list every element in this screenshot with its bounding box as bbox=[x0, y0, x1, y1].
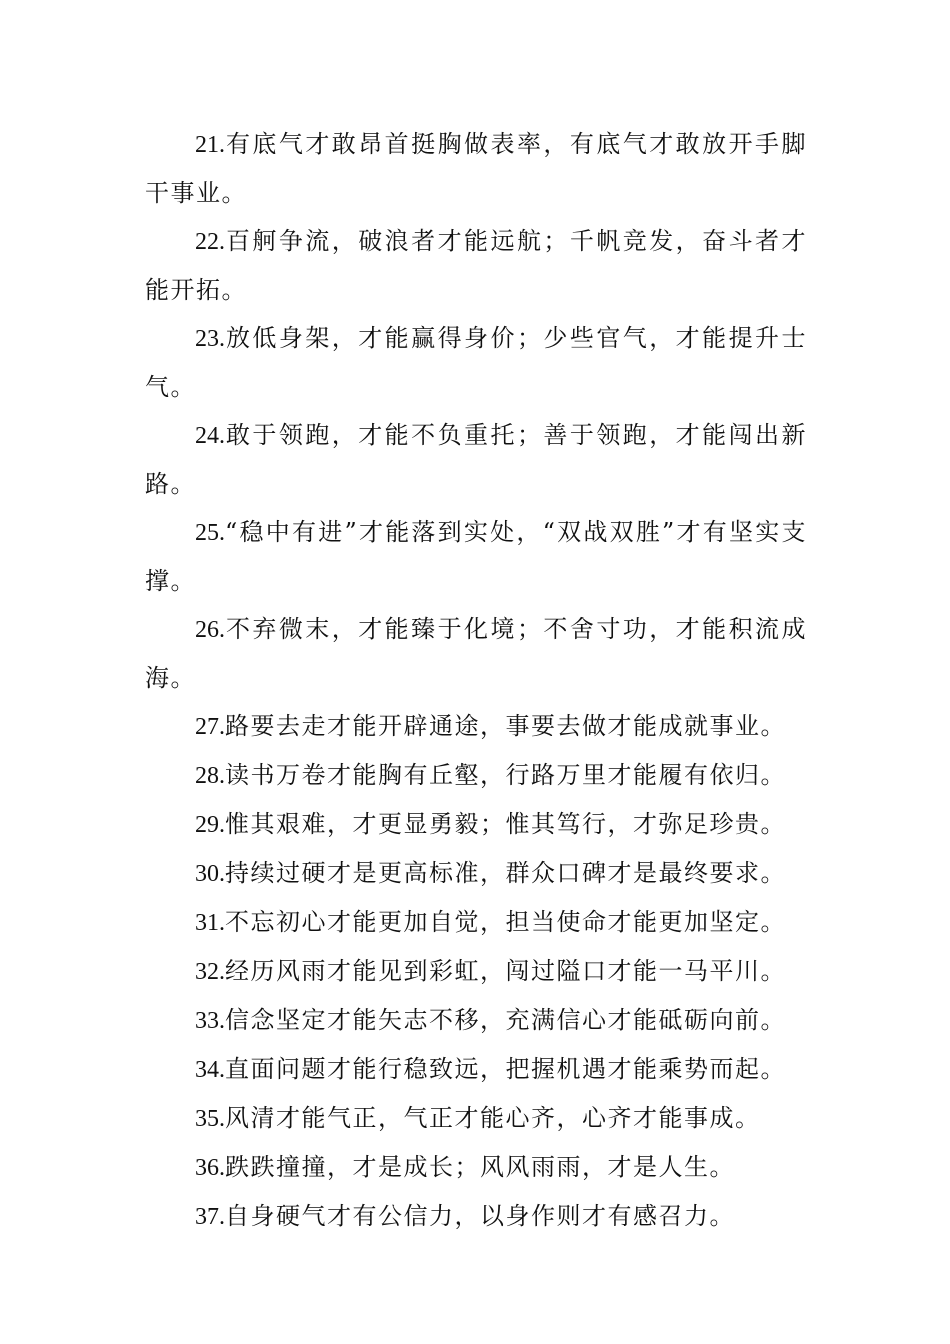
item-number: 27. bbox=[195, 714, 225, 740]
document-body bbox=[145, 120, 807, 1241]
item-text: 跌跌撞撞，才是成长；风风雨雨，才是人生。 bbox=[225, 1153, 735, 1181]
item-number: 32. bbox=[195, 959, 225, 985]
item-text: 路要去走才能开辟通途，事要去做才能成就事业。 bbox=[225, 712, 786, 740]
item-number: 37. bbox=[195, 1204, 225, 1230]
item-text: 不忘初心才能更加自觉，担当使命才能更加坚定。 bbox=[225, 908, 786, 936]
list-item bbox=[145, 411, 807, 508]
item-number: 25. bbox=[195, 520, 225, 546]
list-item bbox=[145, 1094, 807, 1143]
item-number: 34. bbox=[195, 1057, 225, 1083]
list-item bbox=[145, 508, 807, 605]
item-text: 读书万卷才能胸有丘壑，行路万里才能履有依归。 bbox=[225, 761, 786, 789]
item-text: 直面问题才能行稳致远，把握机遇才能乘势而起。 bbox=[225, 1055, 786, 1083]
item-number: 21. bbox=[195, 132, 225, 158]
item-text: 经历风雨才能见到彩虹，闯过隘口才能一马平川。 bbox=[225, 957, 786, 985]
item-number: 24. bbox=[195, 423, 225, 449]
list-item bbox=[145, 947, 807, 996]
item-text: 百舸争流，破浪者才能远航；千帆竞发，奋斗者才能开拓。 bbox=[145, 227, 807, 304]
item-number: 23. bbox=[195, 326, 225, 352]
item-text: 不弃微末，才能臻于化境；不舍寸功，才能积流成海。 bbox=[145, 615, 807, 692]
item-text: 信念坚定才能矢志不移，充满信心才能砥砺向前。 bbox=[225, 1006, 786, 1034]
item-number: 28. bbox=[195, 763, 225, 789]
list-item bbox=[145, 1143, 807, 1192]
item-number: 30. bbox=[195, 861, 225, 887]
list-item bbox=[145, 605, 807, 702]
list-item bbox=[145, 314, 807, 411]
item-text: 风清才能气正，气正才能心齐，心齐才能事成。 bbox=[225, 1104, 761, 1132]
item-text: 持续过硬才是更高标准，群众口碑才是最终要求。 bbox=[225, 859, 786, 887]
list-item bbox=[145, 702, 807, 751]
item-number: 36. bbox=[195, 1155, 225, 1181]
item-number: 33. bbox=[195, 1008, 225, 1034]
item-number: 31. bbox=[195, 910, 225, 936]
list-item bbox=[145, 120, 807, 217]
item-number: 26. bbox=[195, 617, 225, 643]
item-number: 22. bbox=[195, 229, 225, 255]
list-item bbox=[145, 751, 807, 800]
list-item bbox=[145, 217, 807, 314]
item-text: 自身硬气才有公信力，以身作则才有感召力。 bbox=[225, 1202, 735, 1230]
list-item bbox=[145, 849, 807, 898]
list-item bbox=[145, 1192, 807, 1241]
item-text: 惟其艰难，才更显勇毅；惟其笃行，才弥足珍贵。 bbox=[225, 810, 786, 838]
list-item bbox=[145, 898, 807, 947]
list-item bbox=[145, 800, 807, 849]
item-number: 35. bbox=[195, 1106, 225, 1132]
item-number: 29. bbox=[195, 812, 225, 838]
item-text: “稳中有进”才能落到实处，“双战双胜”才有坚实支撑。 bbox=[145, 518, 807, 595]
item-text: 有底气才敢昂首挺胸做表率，有底气才敢放开手脚干事业。 bbox=[145, 130, 807, 207]
item-text: 放低身架，才能赢得身价；少些官气，才能提升士气。 bbox=[145, 324, 807, 401]
item-text: 敢于领跑，才能不负重托；善于领跑，才能闯出新路。 bbox=[145, 421, 807, 498]
list-item bbox=[145, 996, 807, 1045]
list-item bbox=[145, 1045, 807, 1094]
